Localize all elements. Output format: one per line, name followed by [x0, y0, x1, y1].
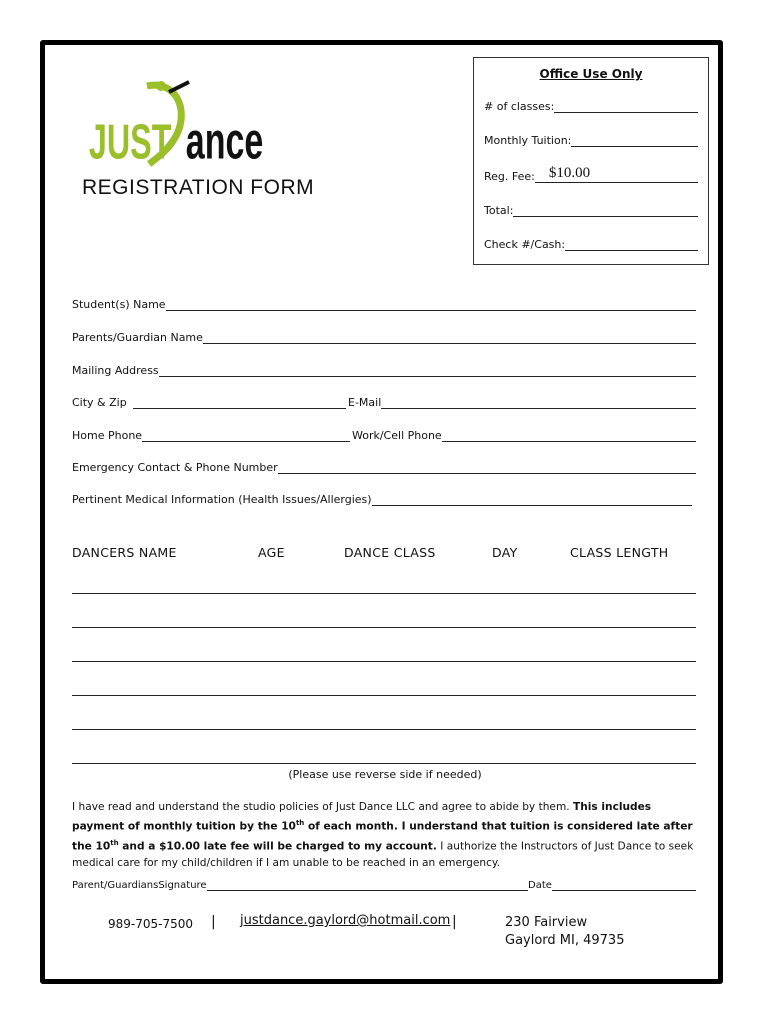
mailing-address-label: Mailing Address — [72, 364, 159, 377]
form-title: REGISTRATION FORM — [82, 176, 315, 199]
regfee-value: $10.00 — [548, 165, 591, 181]
col-dance-class: DANCE CLASS — [344, 545, 436, 560]
address-line1: 230 Fairview — [505, 915, 588, 930]
col-day: DAY — [492, 545, 518, 560]
col-dancers-name: DANCERS NAME — [72, 545, 177, 560]
student-name-field[interactable] — [166, 299, 696, 311]
total-row — [484, 204, 698, 217]
email-row — [348, 396, 696, 409]
terms-part1: I have read and understand the studio policies of Just Dance LLC and agree to abide by them. — [72, 801, 574, 813]
work-phone-field[interactable] — [442, 430, 696, 442]
address-line2: Gaylord MI, 49735 — [505, 933, 625, 948]
dancer-entry-line[interactable] — [72, 627, 696, 628]
dancer-entry-line[interactable] — [72, 593, 696, 594]
mailing-address-field[interactable] — [159, 365, 696, 377]
footer-separator: | — [452, 914, 457, 930]
footer-separator: | — [211, 914, 216, 930]
check-label: Check #/Cash: — [484, 238, 566, 251]
signature-row — [72, 879, 528, 891]
office-use-heading: Office Use Only — [539, 67, 643, 81]
regfee-field[interactable] — [535, 165, 698, 183]
terms-bold2: of each month. I understand that tuition is considered late after the 10 — [72, 820, 693, 853]
total-field[interactable] — [513, 205, 698, 217]
terms-sup2: th — [110, 839, 119, 848]
tuition-label: Monthly Tuition: — [484, 134, 572, 147]
work-phone-label: Work/Cell Phone — [352, 429, 442, 442]
check-row — [484, 238, 698, 251]
classes-field[interactable] — [554, 101, 698, 113]
mailing-address-row — [72, 364, 696, 377]
city-zip-label: City & Zip — [72, 396, 127, 409]
student-name-row — [72, 298, 696, 311]
signature-field[interactable] — [207, 879, 528, 891]
medical-label: Pertinent Medical Information (Health Issues/Allergies) — [72, 493, 372, 506]
dancer-entry-line[interactable] — [72, 695, 696, 696]
terms-sup1: th — [295, 819, 305, 828]
regfee-label: Reg. Fee: — [484, 170, 535, 183]
classes-label: # of classes: — [484, 100, 555, 113]
signature-label: Parent/GuardiansSignature — [72, 880, 207, 891]
date-label: Date — [528, 880, 552, 891]
footer-address — [505, 914, 624, 950]
home-phone-label: Home Phone — [72, 429, 143, 442]
regfee-row — [484, 165, 698, 183]
dancer-entry-line[interactable] — [72, 763, 696, 764]
email-label: E-Mail — [348, 396, 382, 409]
terms-bold1: This includes payment of monthly tuition by the 10 — [72, 801, 652, 833]
emergency-field[interactable] — [278, 462, 696, 474]
svg-text:JUST: JUST — [88, 113, 172, 170]
date-row — [528, 879, 696, 891]
classes-row — [484, 100, 698, 113]
office-use-box — [473, 57, 709, 265]
parents-name-row — [72, 331, 696, 344]
policy-agreement-text — [72, 799, 702, 872]
total-label: Total: — [484, 204, 514, 217]
parents-name-field[interactable] — [203, 332, 696, 344]
emergency-row — [72, 461, 696, 474]
city-zip-field[interactable] — [133, 397, 346, 409]
tuition-field[interactable] — [571, 135, 698, 147]
city-zip-row — [72, 396, 346, 409]
student-name-label: Student(s) Name — [72, 298, 166, 311]
date-field[interactable] — [552, 879, 696, 891]
emergency-label: Emergency Contact & Phone Number — [72, 461, 278, 474]
work-phone-row — [352, 429, 696, 442]
medical-row — [72, 493, 692, 506]
footer-email-link[interactable]: justdance.gaylord@hotmail.com — [240, 913, 451, 928]
terms-bold3: and a $10.00 late fee will be charged to my account. — [118, 840, 437, 853]
col-class-length: CLASS LENGTH — [570, 545, 669, 560]
reverse-side-note: (Please use reverse side if needed) — [288, 768, 482, 781]
home-phone-row — [72, 429, 350, 442]
terms-part2: I authorize the Instructors of Just Dance to seek medical care for my child/children if I am unable to be reached in an emergency. — [72, 840, 694, 870]
medical-field[interactable] — [372, 494, 692, 506]
home-phone-field[interactable] — [142, 430, 350, 442]
parents-name-label: Parents/Guardian Name — [72, 331, 203, 344]
col-age: AGE — [258, 545, 285, 560]
dancer-entry-line[interactable] — [72, 729, 696, 730]
tuition-row — [484, 134, 698, 147]
footer-phone: 989-705-7500 — [108, 917, 194, 931]
email-field[interactable] — [381, 397, 696, 409]
check-field[interactable] — [565, 239, 698, 251]
dancer-entry-line[interactable] — [72, 661, 696, 662]
svg-text:ance: ance — [185, 112, 264, 170]
just-dance-logo — [77, 78, 277, 170]
